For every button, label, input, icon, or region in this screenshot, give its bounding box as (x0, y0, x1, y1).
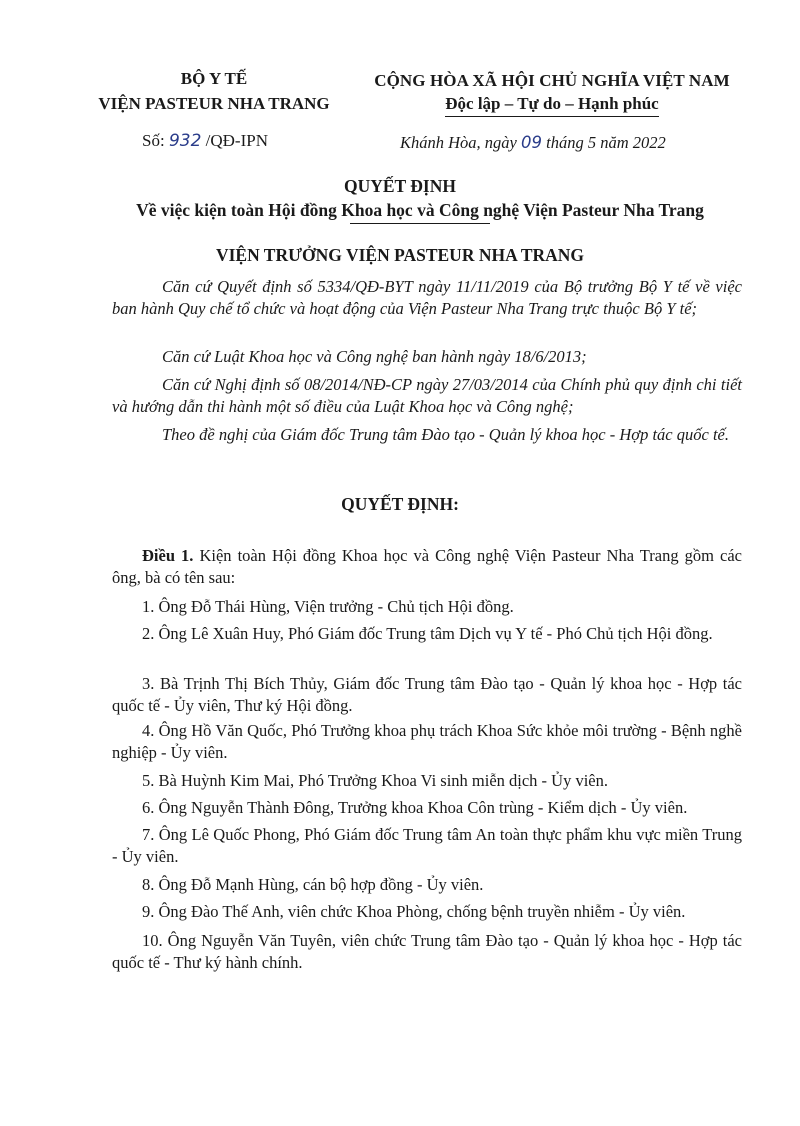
member-item: 10. Ông Nguyễn Văn Tuyên, viên chức Trung tâm Đào tạo - Quản lý khoa học - Hợp tác quốc tế - Thư ký hành chính. (112, 931, 742, 972)
subject-text: Về việc kiện toàn Hội đồng Khoa học và Công nghệ Viện Pasteur Nha Trang (136, 200, 704, 220)
member-item: 7. Ông Lê Quốc Phong, Phó Giám đốc Trung tâm An toàn thực phẩm khu vực miền Trung - Ủy viên. (112, 825, 742, 866)
issuer-block (84, 66, 344, 116)
national-title: CỘNG HÒA XÃ HỘI CHỦ NGHĨA VIỆT NAM (374, 71, 730, 90)
legal-basis-4: Theo đề nghị của Giám đốc Trung tâm Đào tạo - Quản lý khoa học - Hợp tác quốc tế. (162, 425, 729, 444)
number-suffix: /QĐ-IPN (205, 131, 268, 150)
legal-basis-1: Căn cứ Quyết định số 5334/QĐ-BYT ngày 11/11/2019 của Bộ trưởng Bộ Y tế về việc ban hành Quy chế tổ chức và hoạt động của Viện Pasteur Nha Trang trực thuộc Bộ Y tế; (112, 277, 742, 318)
institute-name: VIỆN PASTEUR NHA TRANG (98, 94, 330, 113)
date-suffix: tháng 5 năm 2022 (546, 133, 666, 152)
ministry-name: BỘ Y TẾ (180, 69, 248, 88)
handwritten-day: 09 (521, 133, 542, 152)
document-title: QUYẾT ĐỊNH (344, 176, 456, 196)
decision-heading: QUYẾT ĐỊNH: (341, 494, 459, 514)
legal-basis-2: Căn cứ Luật Khoa học và Công nghệ ban hành ngày 18/6/2013; (162, 347, 587, 366)
member-item: 8. Ông Đỗ Mạnh Hùng, cán bộ hợp đồng - Ủy viên. (142, 875, 484, 894)
number-prefix: Số: (142, 131, 165, 150)
national-motto: Độc lập – Tự do – Hạnh phúc (445, 93, 658, 117)
article-1 (112, 545, 742, 589)
legal-basis-3: Căn cứ Nghị định số 08/2014/NĐ-CP ngày 27/03/2014 của Chính phủ quy định chi tiết và hướng dẫn thi hành một số điều của Luật Khoa học và Công nghệ; (112, 375, 742, 416)
member-item: 5. Bà Huỳnh Kim Mai, Phó Trưởng Khoa Vi sinh miễn dịch - Ủy viên. (142, 771, 608, 790)
document-number (142, 131, 268, 151)
member-item: 1. Ông Đỗ Thái Hùng, Viện trưởng - Chủ tịch Hội đồng. (142, 597, 514, 616)
document-subject (70, 200, 770, 224)
document-date (400, 133, 666, 153)
member-item: 9. Ông Đào Thế Anh, viên chức Khoa Phòng, chống bệnh truyền nhiễm - Ủy viên. (142, 902, 686, 921)
member-item: 6. Ông Nguyễn Thành Đông, Trưởng khoa Khoa Côn trùng - Kiểm dịch - Ủy viên. (142, 798, 688, 817)
article-1-text: Kiện toàn Hội đồng Khoa học và Công nghệ Viện Pasteur Nha Trang gồm các ông, bà có tên sau: (112, 546, 742, 587)
member-item: 2. Ông Lê Xuân Huy, Phó Giám đốc Trung tâm Dịch vụ Y tế - Phó Chủ tịch Hội đồng. (142, 624, 713, 643)
article-1-label: Điều 1. (142, 546, 194, 565)
handwritten-number: 932 (168, 131, 202, 151)
member-item: 4. Ông Hồ Văn Quốc, Phó Trưởng khoa phụ trách Khoa Sức khỏe môi trường - Bệnh nghề nghiệp - Ủy viên. (112, 721, 742, 762)
issuing-authority: VIỆN TRƯỞNG VIỆN PASTEUR NHA TRANG (215, 245, 585, 265)
member-item: 3. Bà Trịnh Thị Bích Thủy, Giám đốc Trung tâm Đào tạo - Quản lý khoa học - Hợp tác quốc tế - Ủy viên, Thư ký Hội đồng. (112, 674, 742, 715)
national-header (352, 68, 752, 117)
date-prefix: Khánh Hòa, ngày (400, 133, 517, 152)
subject-underline (350, 223, 490, 224)
